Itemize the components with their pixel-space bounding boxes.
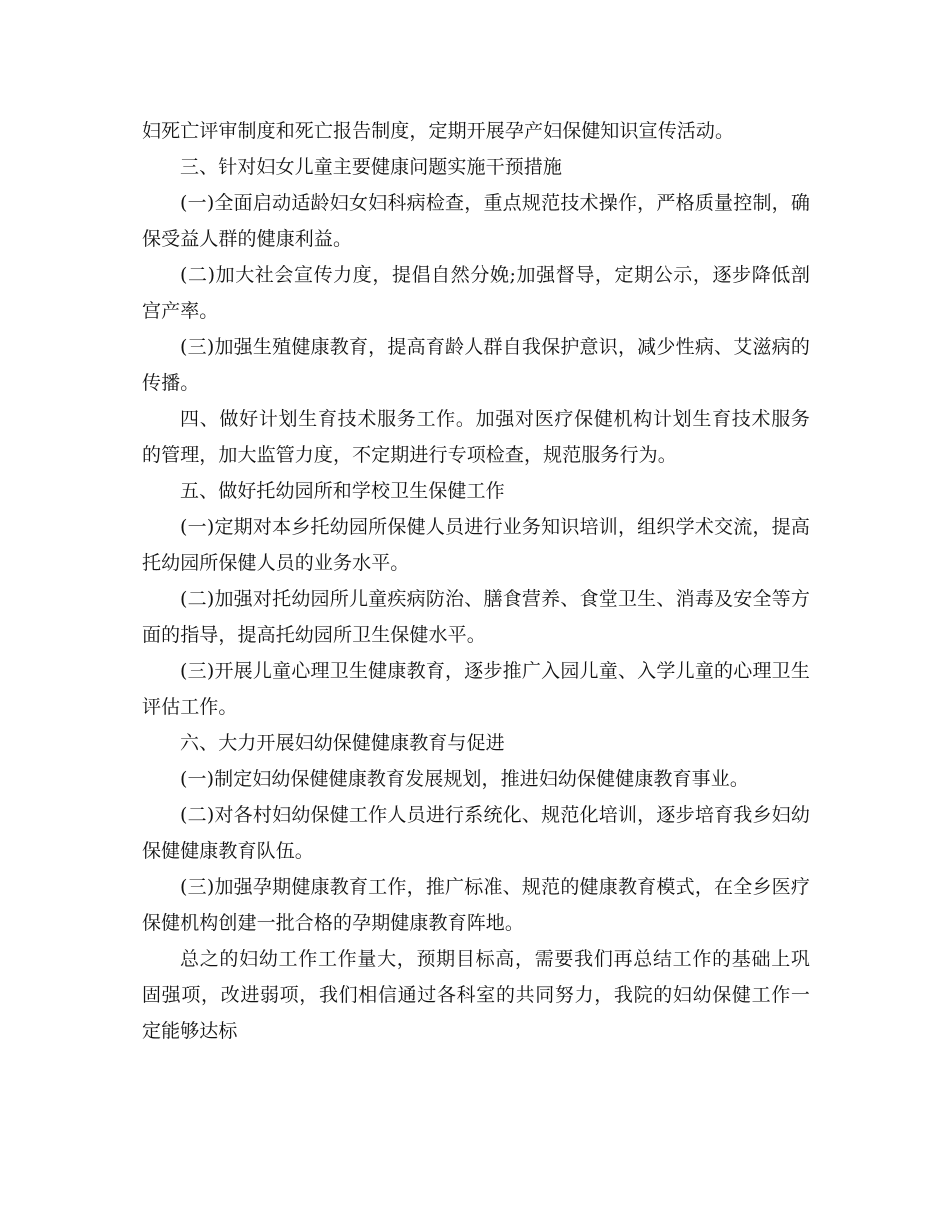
paragraph: (一)定期对本乡托幼园所保健人员进行业务知识培训，组织学术交流，提高托幼园所保健人员的业务水平。 — [142, 516, 810, 574]
paragraph: (三)加强孕期健康教育工作，推广标准、规范的健康教育模式，在全乡医疗保健机构创建一批合格的孕期健康教育阵地。 — [142, 876, 810, 934]
paragraph: (二)对各村妇幼保健工作人员进行系统化、规范化培训，逐步培育我乡妇幼保健健康教育队伍。 — [142, 804, 810, 862]
paragraph: (三)开展儿童心理卫生健康教育，逐步推广入园儿童、入学儿童的心理卫生评估工作。 — [142, 660, 810, 718]
paragraph-continued: 妇死亡评审制度和死亡报告制度，定期开展孕产妇保健知识宣传活动。 — [142, 120, 735, 142]
paragraph: (一)制定妇幼保健健康教育发展规划，推进妇幼保健健康教育事业。 — [180, 768, 749, 790]
paragraph: (二)加大社会宣传力度，提倡自然分娩;加强督导，定期公示，逐步降低剖宫产率。 — [142, 264, 810, 322]
paragraph: (一)全面启动适龄妇女妇科病检查，重点规范技术操作，严格质量控制，确保受益人群的健康利益。 — [142, 192, 810, 250]
section-heading-4: 四、做好计划生育技术服务工作。加强对医疗保健机构计划生育技术服务的管理，加大监管力度，不定期进行专项检查，规范服务行为。 — [142, 408, 810, 466]
section-heading-5: 五、做好托幼园所和学校卫生保健工作 — [180, 480, 505, 502]
paragraph: (三)加强生殖健康教育，提高育龄人群自我保护意识，减少性病、艾滋病的传播。 — [142, 336, 810, 394]
section-heading-3: 三、针对妇女儿童主要健康问题实施干预措施 — [180, 156, 563, 178]
section-heading-6: 六、大力开展妇幼保健健康教育与促进 — [180, 732, 505, 754]
paragraph: (二)加强对托幼园所儿童疾病防治、膳食营养、食堂卫生、消毒及安全等方面的指导，提高托幼园所卫生保健水平。 — [142, 588, 810, 646]
conclusion-paragraph: 总之的妇幼工作工作量大，预期目标高，需要我们再总结工作的基础上巩固强项，改进弱项，我们相信通过各科室的共同努力，我院的妇幼保健工作一定能够达标 — [142, 948, 810, 1042]
document-body — [142, 113, 810, 1049]
